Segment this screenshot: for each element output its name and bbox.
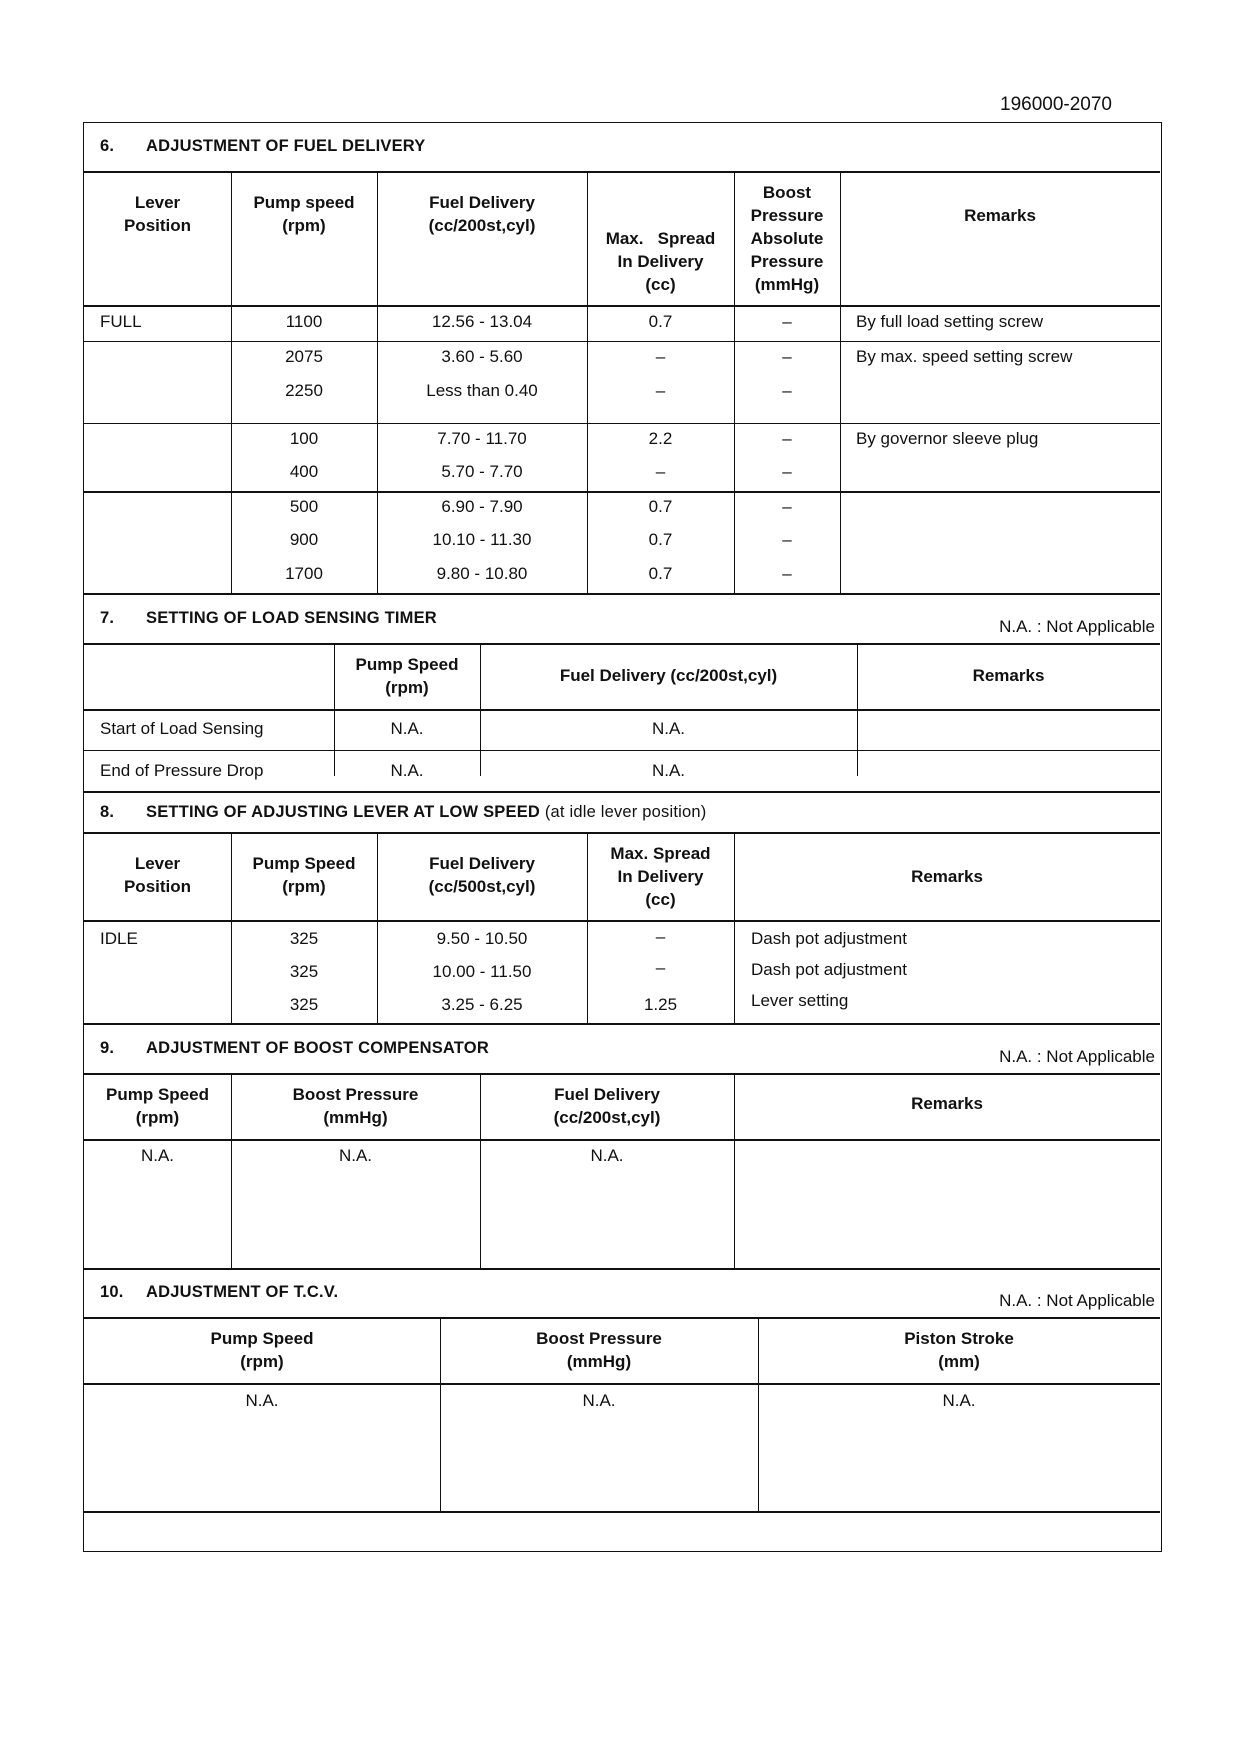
- s8-header-spread: Max. Spread In Delivery (cc): [610, 844, 711, 909]
- s9-header-fuel: Fuel Delivery (cc/200st,cyl): [553, 1085, 661, 1127]
- s10-header-speed: Pump Speed (rpm): [210, 1329, 314, 1371]
- s6-row2-boost: –: [782, 347, 792, 366]
- s10-row-speed: N.A.: [245, 1391, 279, 1410]
- s9-row-boost: N.A.: [338, 1146, 373, 1165]
- s6-row3-spread: –: [655, 381, 666, 400]
- s6-row1-fuel: 12.56 - 13.04: [431, 312, 533, 331]
- s8-row1-speed: 325: [289, 929, 319, 948]
- section-6-title: 6. ADJUSTMENT OF FUEL DELIVERY: [100, 137, 426, 155]
- s6-header-spread: Max. Spread In Delivery (cc): [605, 229, 716, 294]
- specification-sheet: [83, 122, 1162, 1552]
- s8-row3-spread: 1.25: [643, 995, 678, 1014]
- s6-row1-boost: –: [782, 312, 792, 331]
- s6-row2-speed: 2075: [285, 347, 323, 366]
- s6-row4-fuel: 7.70 - 11.70: [437, 429, 527, 448]
- s6-row4-spread: 2.2: [648, 429, 673, 448]
- s6-row4-boost: –: [782, 429, 792, 448]
- s8-row2-remark: Dash pot adjustment: [751, 960, 907, 979]
- s10-row-stroke: N.A.: [942, 1391, 976, 1410]
- s6-header-lever: Lever Position: [123, 193, 192, 235]
- section-10-title: 10. ADJUSTMENT OF T.C.V.: [100, 1283, 339, 1301]
- s6-row7-boost: –: [782, 530, 792, 549]
- s8-row2-speed: 325: [289, 962, 319, 981]
- s9-header-remarks: Remarks: [911, 1094, 983, 1113]
- s6-row3-boost: –: [782, 381, 792, 400]
- s6-row8-speed: 1700: [285, 564, 323, 583]
- s8-row1-lever: IDLE: [100, 929, 138, 948]
- s6-header-speed: Pump speed (rpm): [253, 193, 355, 235]
- s6-row2-spread: –: [655, 347, 666, 366]
- s6-row3-speed: 2250: [285, 381, 323, 400]
- s6-row6-fuel: 6.90 - 7.90: [441, 497, 523, 516]
- s8-row2-spread: –: [655, 958, 666, 977]
- s9-na-note: N.A. : Not Applicable: [999, 1047, 1155, 1066]
- s8-row3-remark: Lever setting: [751, 991, 849, 1010]
- s7-row2-speed: N.A.: [390, 761, 424, 780]
- s6-row8-fuel: 9.80 - 10.80: [436, 564, 528, 583]
- s7-row2-fuel: N.A.: [651, 761, 686, 780]
- s9-header-speed: Pump Speed (rpm): [106, 1085, 209, 1127]
- s6-row1-speed: 1100: [285, 312, 323, 331]
- s7-row2-label: End of Pressure Drop: [100, 761, 264, 780]
- s6-row6-speed: 500: [289, 497, 319, 516]
- s10-row-boost: N.A.: [582, 1391, 616, 1410]
- s8-row1-remark: Dash pot adjustment: [751, 929, 907, 948]
- s8-header-remarks: Remarks: [911, 867, 983, 886]
- s9-row-speed: N.A.: [140, 1146, 175, 1165]
- s6-row7-speed: 900: [289, 530, 319, 549]
- s6-row4-speed: 100: [289, 429, 319, 448]
- s6-row5-speed: 400: [289, 462, 319, 481]
- s7-header-fuel: Fuel Delivery (cc/200st,cyl): [559, 666, 778, 685]
- s6-header-remarks: Remarks: [964, 206, 1036, 225]
- s6-row7-fuel: 10.10 - 11.30: [432, 530, 532, 549]
- s8-header-fuel: Fuel Delivery (cc/500st,cyl): [428, 854, 536, 896]
- s6-row2-remark: By max. speed setting screw: [856, 347, 1073, 366]
- s6-row6-spread: 0.7: [648, 497, 673, 516]
- s6-row7-spread: 0.7: [648, 530, 673, 549]
- s7-row1-speed: N.A.: [390, 719, 424, 738]
- s8-row3-speed: 325: [289, 995, 319, 1014]
- s9-row-fuel: N.A.: [590, 1146, 624, 1165]
- s6-row1-spread: 0.7: [648, 312, 673, 331]
- s7-na-note: N.A. : Not Applicable: [999, 617, 1155, 636]
- s6-row2-fuel: 3.60 - 5.60: [441, 347, 523, 366]
- section-8-title: 8. SETTING OF ADJUSTING LEVER AT LOW SPEED (at idle lever position): [100, 803, 707, 821]
- s10-header-stroke: Piston Stroke (mm): [904, 1329, 1014, 1371]
- s7-row1-fuel: N.A.: [651, 719, 686, 738]
- s6-header-fuel: Fuel Delivery (cc/200st,cyl): [428, 193, 536, 235]
- s6-row5-fuel: 5.70 - 7.70: [441, 462, 523, 481]
- s6-row8-spread: 0.7: [648, 564, 673, 583]
- s8-row2-fuel: 10.00 - 11.50: [432, 962, 532, 981]
- section-9-title: 9. ADJUSTMENT OF BOOST COMPENSATOR: [100, 1039, 489, 1057]
- document-number: 196000-2070: [1000, 94, 1112, 115]
- s6-row5-boost: –: [782, 462, 792, 481]
- s8-header-speed: Pump Speed (rpm): [252, 854, 356, 896]
- s6-row1-lever: FULL: [100, 312, 142, 331]
- s9-header-boost: Boost Pressure (mmHg): [292, 1085, 419, 1127]
- s6-header-boost: Boost Pressure Absolute Pressure (mmHg): [750, 183, 824, 294]
- s7-header-remarks: Remarks: [972, 666, 1045, 685]
- s7-header-speed: Pump Speed (rpm): [355, 655, 459, 697]
- s6-row3-fuel: Less than 0.40: [426, 381, 538, 400]
- s6-row5-spread: –: [655, 462, 666, 481]
- s8-row3-fuel: 3.25 - 6.25: [441, 995, 523, 1014]
- s6-row8-boost: –: [782, 564, 792, 583]
- s10-header-boost: Boost Pressure (mmHg): [536, 1329, 662, 1371]
- s8-header-lever: Lever Position: [123, 854, 192, 896]
- s6-row4-remark: By governor sleeve plug: [856, 429, 1039, 448]
- s8-row1-fuel: 9.50 - 10.50: [436, 929, 528, 948]
- s6-row1-remark: By full load setting screw: [856, 312, 1044, 331]
- s7-row1-label: Start of Load Sensing: [100, 719, 264, 738]
- s8-row1-spread: –: [655, 927, 666, 946]
- s6-row6-boost: –: [782, 497, 792, 516]
- section-7-title: 7. SETTING OF LOAD SENSING TIMER: [100, 609, 437, 627]
- s10-na-note: N.A. : Not Applicable: [999, 1291, 1155, 1310]
